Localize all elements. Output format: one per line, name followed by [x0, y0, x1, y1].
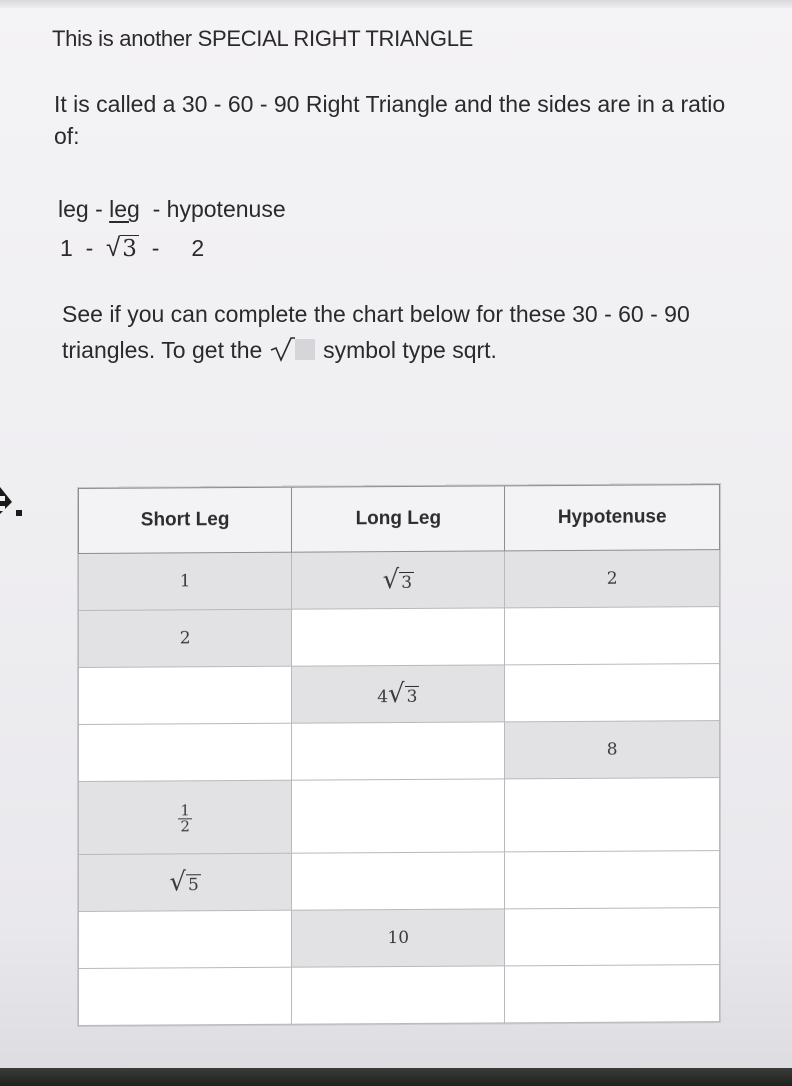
ratio-value-2: - 2 [138, 235, 205, 261]
sqrt-value: √ 3 [388, 679, 418, 710]
table-row [79, 721, 720, 782]
cell-short-leg[interactable]: 1 [79, 552, 292, 610]
cell-hypotenuse[interactable]: 8 [505, 721, 720, 779]
ratio-leg-label: leg - [58, 196, 110, 222]
header-short-leg: Short Leg [79, 487, 292, 553]
cell-long-leg[interactable] [292, 779, 505, 853]
header-long-leg: Long Leg [292, 486, 505, 552]
cell-hypotenuse[interactable]: 2 [505, 550, 720, 608]
cell-short-leg[interactable] [79, 853, 292, 911]
table-row [79, 550, 720, 611]
sqrt-symbol-icon [269, 336, 317, 362]
cell-short-leg[interactable] [79, 666, 292, 724]
ratio-header [58, 196, 286, 223]
cell-hypotenuse[interactable] [505, 664, 720, 722]
ratio-value-1: 1 - [60, 235, 107, 261]
page-title: This is another SPECIAL RIGHT TRIANGLE [52, 26, 474, 51]
cell-long-leg[interactable] [292, 608, 505, 666]
cell-short-leg[interactable] [79, 910, 292, 968]
table-row [79, 664, 720, 725]
cell-short-leg[interactable] [79, 967, 292, 1025]
table-row [79, 965, 720, 1026]
cell-short-leg[interactable]: 2 [79, 609, 292, 667]
intro-text: It is called a 30 - 60 - 90 Right Triangle and the sides are in a ratio of: [54, 91, 726, 149]
cell-long-leg[interactable]: 10 [292, 909, 505, 967]
cell-long-leg[interactable] [292, 551, 505, 609]
ratio-leg-label-2: leg [109, 196, 140, 222]
cell-hypotenuse[interactable] [505, 778, 720, 852]
ratio-value-sqrt3: √3 [106, 232, 137, 262]
ratio-values [60, 232, 204, 263]
cell-hypotenuse[interactable] [505, 965, 720, 1023]
cell-short-leg[interactable] [79, 723, 292, 781]
top-edge [0, 0, 792, 8]
ratio-chart-table [78, 484, 720, 1026]
table-row [79, 607, 720, 668]
cell-long-leg[interactable] [292, 852, 505, 910]
table-row [79, 908, 720, 969]
cell-short-leg[interactable] [79, 780, 292, 854]
monitor-bezel [0, 1068, 792, 1086]
cell-hypotenuse[interactable] [505, 851, 720, 909]
instructions-text: See if you can complete the chart below for these 30 - 60 - 90 triangles. To get the symbol type sqrt. [62, 301, 690, 363]
cell-hypotenuse[interactable] [505, 607, 720, 665]
table-header-row [79, 485, 720, 554]
table-row [79, 778, 720, 855]
checkered-marker-icon [0, 472, 26, 522]
table-row [79, 851, 720, 912]
cell-long-leg[interactable] [292, 966, 505, 1024]
header-hypotenuse: Hypotenuse [505, 485, 720, 551]
cell-long-leg[interactable]: 4√ 3 [292, 665, 505, 723]
sqrt-value: √ 3 [382, 565, 413, 596]
cell-long-leg[interactable] [292, 722, 505, 780]
ratio-hypotenuse-label: - hypotenuse [139, 196, 286, 222]
sqrt-value: √ 5 [169, 867, 199, 898]
fraction-value: $\frac{1}{2}$ [180, 801, 190, 836]
cell-hypotenuse[interactable] [505, 908, 720, 966]
